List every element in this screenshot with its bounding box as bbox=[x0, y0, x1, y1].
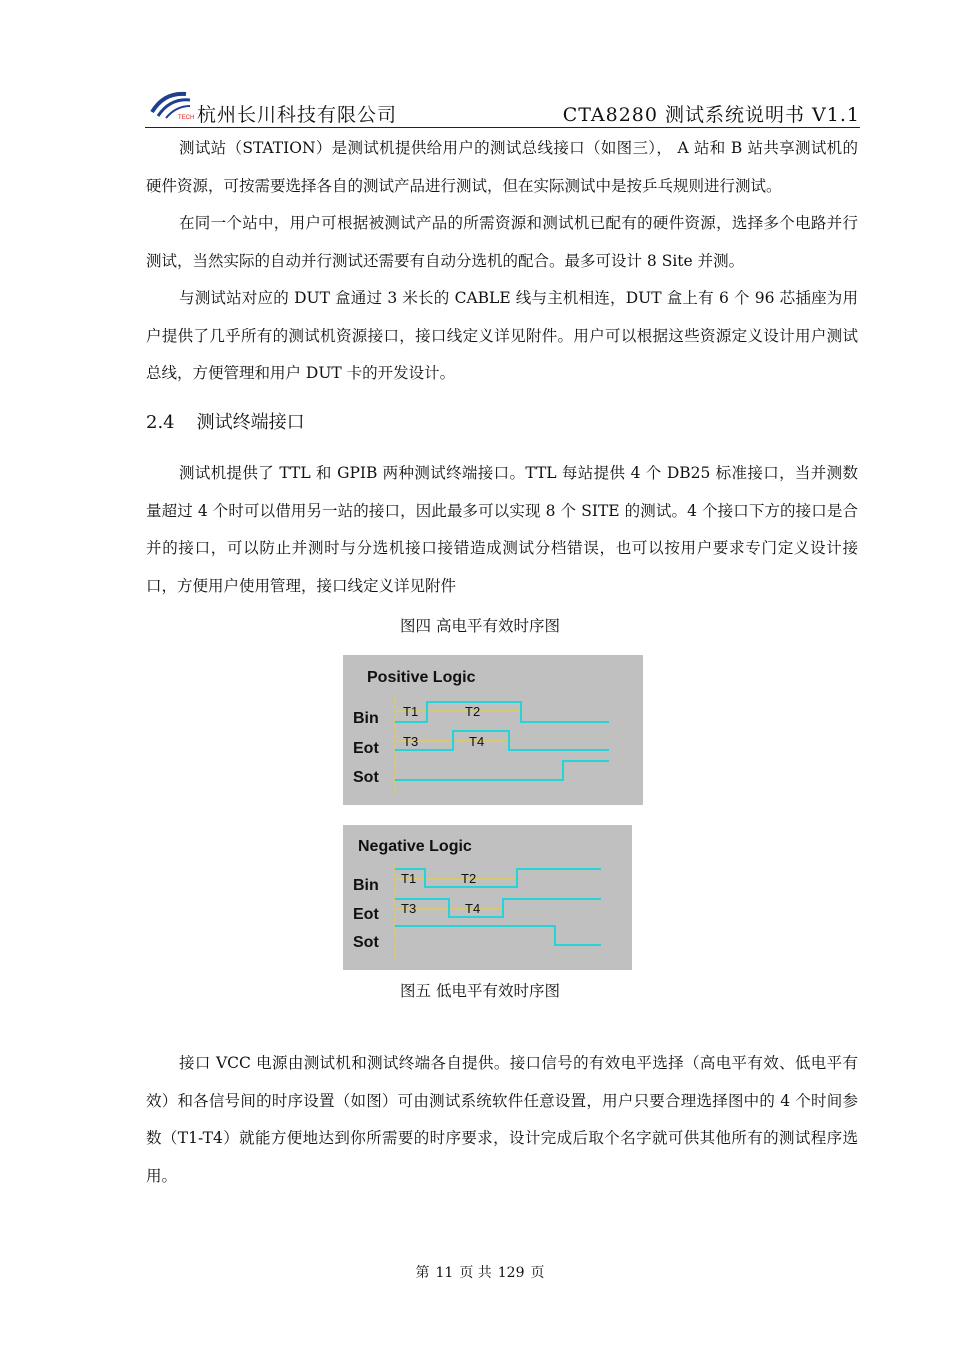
timing-label-t3: T3 bbox=[403, 734, 419, 749]
signal-label-bin: Bin bbox=[353, 710, 379, 727]
section-title: 测试终端接口 bbox=[196, 412, 305, 433]
sot-waveform bbox=[395, 761, 609, 780]
positive-logic-diagram bbox=[343, 655, 643, 805]
timing-label-t3: T3 bbox=[401, 901, 417, 916]
sot-waveform bbox=[395, 926, 601, 945]
figure4-caption: 图四 高电平有效时序图 bbox=[400, 617, 560, 635]
diagram-title: Negative Logic bbox=[358, 838, 472, 855]
svg-text:TECH: TECH bbox=[178, 115, 195, 121]
paragraph-dut-box: 与测试站对应的 DUT 盒通过 3 米长的 CABLE 线与主机相连，DUT 盒上有 6 个 96 芯插座为用户提供了几乎所有的测试机资源接口，接口线定义详见附件。用户可以根据这些资源定义设计用户测试总线，方便管理和用户 DUT 卡的开发设计。 bbox=[146, 289, 858, 382]
total-pages: 129 bbox=[497, 1265, 525, 1281]
header-divider bbox=[145, 127, 860, 128]
timing-label-t2: T2 bbox=[465, 704, 481, 719]
signal-label-eot: Eot bbox=[353, 740, 379, 757]
timing-label-t4: T4 bbox=[465, 901, 481, 916]
section-number: 2.4 bbox=[146, 412, 175, 433]
company-logo-icon bbox=[150, 90, 195, 121]
page-footer bbox=[0, 1262, 960, 1282]
document-title: CTA8280 测试系统说明书 V1.1 bbox=[562, 104, 860, 126]
signal-label-sot: Sot bbox=[353, 934, 379, 951]
diagram-title: Positive Logic bbox=[367, 669, 476, 686]
bin-waveform bbox=[395, 702, 609, 722]
timing-label-t1: T1 bbox=[401, 871, 417, 886]
footer-suffix: 页 bbox=[530, 1265, 545, 1281]
company-name: 杭州长川科技有限公司 bbox=[197, 104, 398, 126]
timing-label-t2: T2 bbox=[461, 871, 477, 886]
footer-prefix: 第 bbox=[415, 1265, 430, 1281]
paragraph-parallel-test: 在同一个站中，用户可根据被测试产品的所需资源和测试机已配有的硬件资源，选择多个电路并行测试，当然实际的自动并行测试还需要有自动分选机的配合。最多可设计 8 Site 并测。 bbox=[146, 214, 858, 270]
eot-waveform bbox=[395, 899, 601, 917]
paragraph-vcc-power: 接口 VCC 电源由测试机和测试终端各自提供。接口信号的有效电平选择（高电平有效、低电平有效）和各信号间的时序设置（如图）可由测试系统软件任意设置，用户只要合理选择图中的 4 个时间参数（T1-T4）就能方便地达到你所需要的时序要求，设计完成后取个名字就可供其他所有的测试程序选用。 bbox=[146, 1054, 858, 1185]
signal-label-eot: Eot bbox=[353, 906, 379, 923]
timing-label-t1: T1 bbox=[403, 704, 419, 719]
paragraph-terminal-interface: 测试机提供了 TTL 和 GPIB 两种测试终端接口。TTL 每站提供 4 个 DB25 标准接口，当并测数量超过 4 个时可以借用另一站的接口，因此最多可以实现 8 个 SITE 的测试。4 个接口下方的接口是合并的接口，可以防止并测时与分选机接口接错造成测试分档错误，也可以按用户要求专门定义设计接口，方便用户使用管理，接口线定义详见附件 bbox=[146, 464, 858, 595]
page-header bbox=[145, 88, 860, 128]
negative-logic-diagram bbox=[343, 825, 632, 970]
paragraph-station: 测试站（STATION）是测试机提供给用户的测试总线接口（如图三）， A 站和 B 站共享测试机的硬件资源，可按需要选择各自的测试产品进行测试，但在实际测试中是按乒乓规则进行测试。 bbox=[146, 139, 858, 195]
timing-label-t4: T4 bbox=[469, 734, 485, 749]
footer-mid: 页 共 bbox=[459, 1265, 492, 1281]
signal-label-bin: Bin bbox=[353, 877, 379, 894]
bin-waveform bbox=[395, 869, 601, 887]
figure5-caption: 图五 低电平有效时序图 bbox=[400, 982, 560, 1000]
signal-label-sot: Sot bbox=[353, 769, 379, 786]
current-page-number: 11 bbox=[435, 1265, 454, 1281]
section-heading bbox=[146, 408, 305, 434]
